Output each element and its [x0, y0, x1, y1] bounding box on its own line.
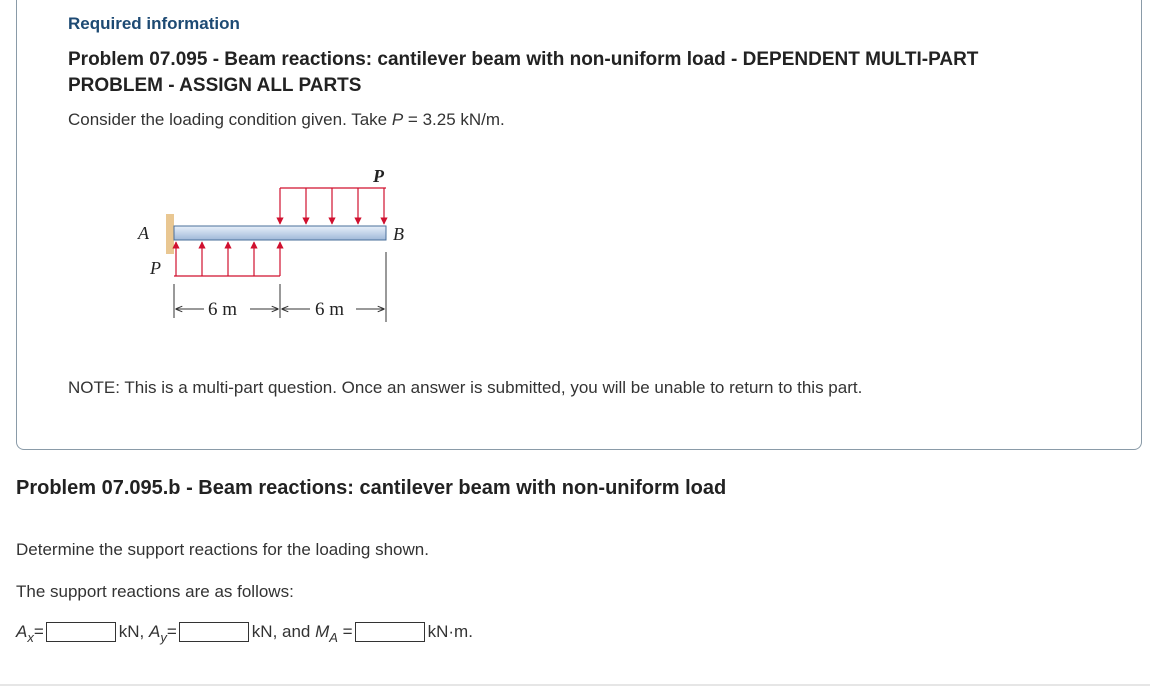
label-P-top: P [373, 166, 384, 186]
label-P-bottom: P [150, 258, 161, 278]
wall-support [166, 214, 174, 254]
ay-symbol: A [149, 622, 161, 641]
statement-suffix: = 3.25 kN/m. [403, 110, 505, 129]
bottom-divider [0, 684, 1150, 686]
reactions-intro: The support reactions are as follows: [16, 582, 294, 601]
ax-equals: = [33, 622, 44, 641]
ax-input[interactable] [46, 622, 116, 642]
ax-subscript: x [27, 629, 34, 645]
problem-title: Problem 07.095 - Beam reactions: cantilever beam with non-uniform load - DEPENDENT MULTI-PART PROBLEM - ASSIGN ALL PARTS [68, 49, 979, 96]
ax-symbol: A [16, 622, 28, 641]
dimension-right: 6 m [315, 299, 345, 320]
required-info-heading: Required information [68, 14, 240, 33]
label-B: B [393, 224, 404, 244]
dimension-left: 6 m [208, 299, 238, 320]
ma-subscript: A [329, 629, 338, 645]
ax-unit: kN, [118, 622, 150, 641]
ma-input[interactable] [355, 622, 425, 642]
multi-part-note: NOTE: This is a multi-part question. Once an answer is submitted, you will be unable to return to this part. [68, 378, 863, 397]
ay-subscript: y [160, 629, 167, 645]
statement-symbol: P [391, 110, 404, 129]
top-distributed-load [280, 188, 386, 224]
ma-symbol: M [315, 622, 330, 641]
ay-input[interactable] [179, 622, 249, 642]
label-A: A [138, 223, 149, 243]
ay-equals: = [166, 622, 177, 641]
ma-equals: = [337, 622, 353, 641]
beam [174, 226, 386, 240]
answer-row [16, 622, 473, 645]
problem-statement [68, 110, 505, 130]
part-title: Problem 07.095.b - Beam reactions: cantilever beam with non-uniform load [16, 477, 727, 499]
beam-loading-diagram [130, 158, 410, 358]
statement-prefix: Consider the loading condition given. Take [68, 110, 392, 129]
ma-unit: kN·m. [427, 622, 473, 641]
bottom-distributed-load [174, 242, 280, 276]
ay-unit: kN, and [251, 622, 316, 641]
part-instruction: Determine the support reactions for the loading shown. [16, 540, 429, 559]
